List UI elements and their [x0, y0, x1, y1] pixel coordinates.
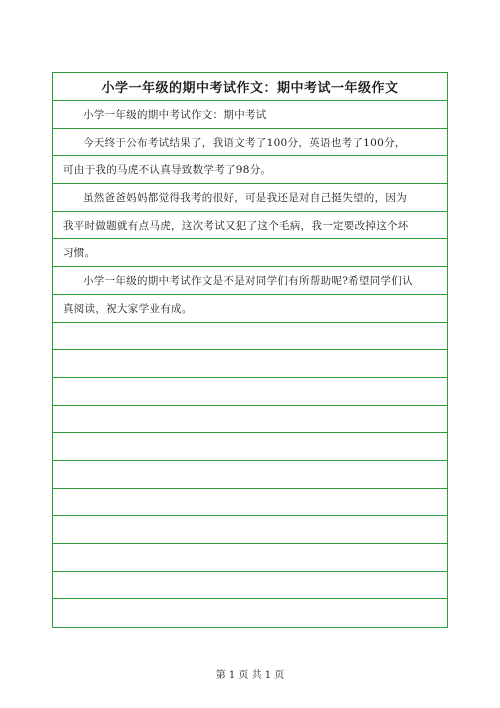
- essay-line: [53, 544, 447, 572]
- ruled-lines: [53, 101, 447, 627]
- essay-line: [53, 516, 447, 544]
- essay-line: 真阅读，祝大家学业有成。: [53, 295, 447, 323]
- essay-line: 小学一年级的期中考试作文是不是对同学们有所帮助呢?希望同学们认: [53, 267, 447, 295]
- essay-line: 虽然爸爸妈妈都觉得我考的很好，可是我还是对自己挺失望的，因为: [53, 184, 447, 212]
- essay-line: [53, 572, 447, 600]
- essay-line: 习惯。: [53, 239, 447, 267]
- essay-title: 小学一年级的期中考试作文：期中考试一年级作文: [53, 73, 447, 101]
- essay-line: [53, 599, 447, 627]
- essay-line: [53, 433, 447, 461]
- essay-line: 小学一年级的期中考试作文：期中考试: [53, 101, 447, 129]
- page-footer: 第 1 页 共 1 页: [215, 670, 285, 681]
- essay-line: [53, 323, 447, 351]
- essay-line: [53, 350, 447, 378]
- essay-line: 我平时做题就有点马虎，这次考试又犯了这个毛病，我一定要改掉这个坏: [53, 212, 447, 240]
- essay-line: [53, 378, 447, 406]
- essay-line: 可由于我的马虎不认真导致数学考了98分。: [53, 156, 447, 184]
- essay-line: [53, 489, 447, 517]
- essay-line: [53, 406, 447, 434]
- essay-sheet: [52, 72, 448, 628]
- essay-line: [53, 461, 447, 489]
- essay-line: 今天终于公布考试结果了，我语文考了100分，英语也考了100分，: [53, 129, 447, 157]
